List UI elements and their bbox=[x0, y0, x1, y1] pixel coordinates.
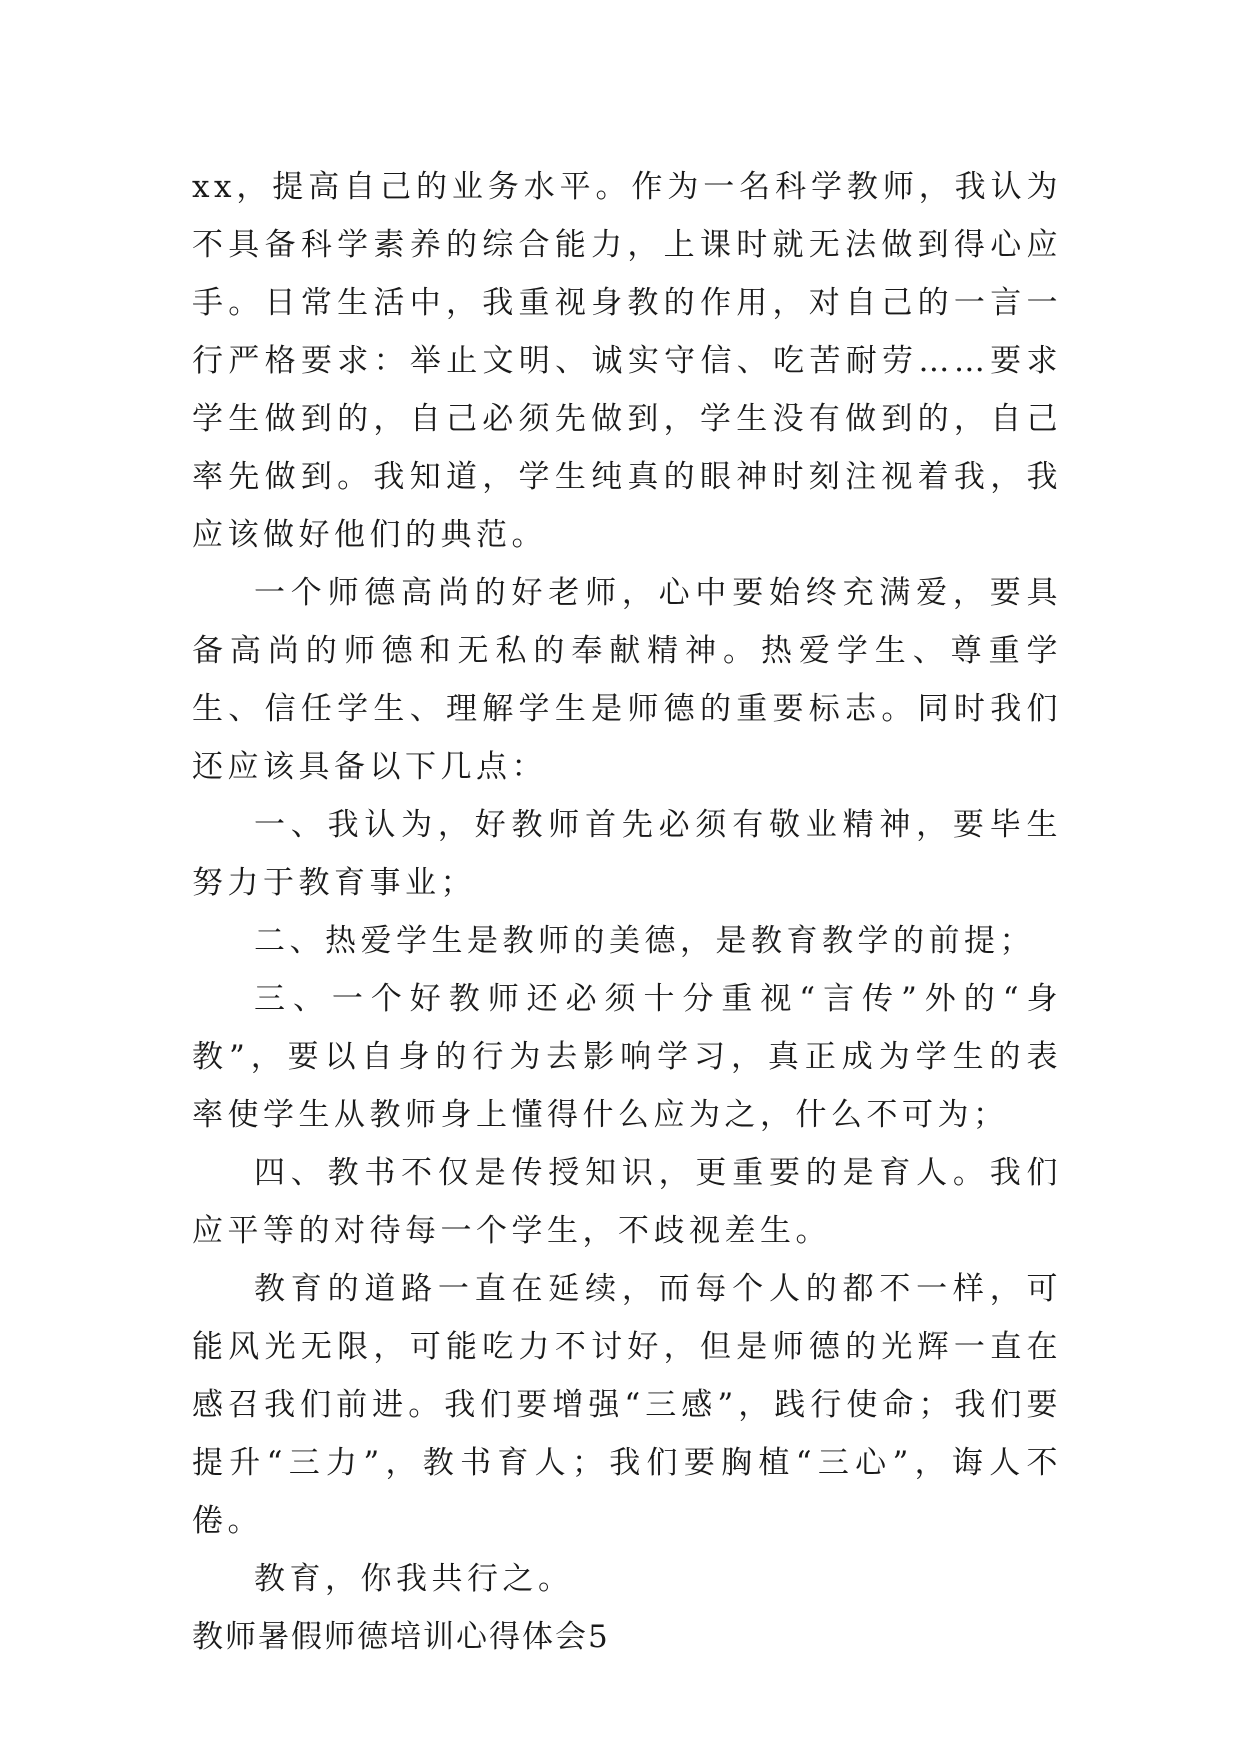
document-body bbox=[192, 158, 1062, 1666]
paragraph-7: 教育的道路一直在延续，而每个人的都不一样，可能风光无限，可能吃力不讨好，但是师德的光辉一直在感召我们前进。我们要增强“三感”，践行使命；我们要提升“三力”，教书育人；我们要胸植“三心”，诲人不倦。 bbox=[192, 1271, 1062, 1539]
paragraph-5: 三、一个好教师还必须十分重视“言传”外的“身教”，要以自身的行为去影响学习，真正成为学生的表率使学生从教师身上懂得什么应为之，什么不可为； bbox=[192, 981, 1062, 1133]
paragraph-2: 一个师德高尚的好老师，心中要始终充满爱，要具备高尚的师德和无私的奉献精神。热爱学生、尊重学生、信任学生、理解学生是师德的重要标志。同时我们还应该具备以下几点： bbox=[192, 575, 1062, 785]
paragraph-4: 二、热爱学生是教师的美德，是教育教学的前提； bbox=[254, 923, 1035, 959]
next-section-title: 教师暑假师德培训心得体会5 bbox=[192, 1619, 610, 1655]
paragraph-1: xx，提高自己的业务水平。作为一名科学教师，我认为不具备科学素养的综合能力，上课时就无法做到得心应手。日常生活中，我重视身教的作用，对自己的一言一行严格要求：举止文明、诚实守信、吃苦耐劳……要求学生做到的，自己必须先做到，学生没有做到的，自己率先做到。我知道，学生纯真的眼神时刻注视着我，我应该做好他们的典范。 bbox=[192, 169, 1062, 553]
paragraph-6: 四、教书不仅是传授知识，更重要的是育人。我们应平等的对待每一个学生，不歧视差生。 bbox=[192, 1155, 1062, 1249]
paragraph-3: 一、我认为，好教师首先必须有敬业精神，要毕生努力于教育事业； bbox=[192, 807, 1062, 901]
paragraph-8: 教育，你我共行之。 bbox=[254, 1561, 574, 1597]
